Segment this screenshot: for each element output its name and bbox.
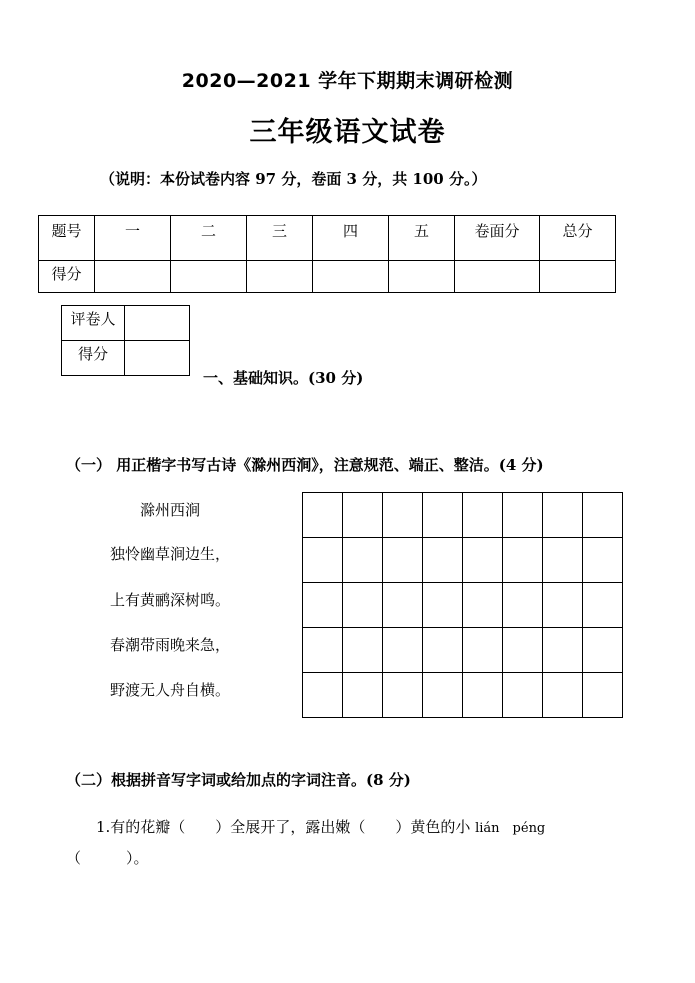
- grid-cell[interactable]: [343, 628, 383, 673]
- grid-cell[interactable]: [503, 493, 543, 538]
- grid-cell[interactable]: [543, 628, 583, 673]
- grid-cell[interactable]: [343, 673, 383, 718]
- grid-cell[interactable]: [543, 583, 583, 628]
- exam-instructions-note: （说明：本份试卷内容 97 分，卷面 3 分，共 100 分。）: [100, 170, 487, 188]
- writing-grid: [302, 492, 623, 718]
- score-header-cell: 二: [171, 216, 247, 261]
- grid-cell[interactable]: [303, 628, 343, 673]
- grid-cell[interactable]: [463, 583, 503, 628]
- section-1-title: 一、基础知识。(30 分): [203, 369, 364, 387]
- score-cell[interactable]: [95, 261, 171, 293]
- question-1-text: 1.有的花瓣（ ）全展开了，露出嫩（ ）黄色的小: [96, 818, 471, 836]
- grader-label: 评卷人: [62, 306, 125, 341]
- grid-cell[interactable]: [423, 628, 463, 673]
- grid-cell[interactable]: [463, 538, 503, 583]
- grid-cell[interactable]: [503, 628, 543, 673]
- score-cell[interactable]: [247, 261, 313, 293]
- score-table-score-row: [39, 261, 616, 293]
- grader-table: [61, 305, 190, 376]
- score-header-cell: 一: [95, 216, 171, 261]
- question-1-pinyin: lián péng: [475, 821, 546, 836]
- part-2-instruction: （二）根据拼音写字词或给加点的字词注音。(8 分): [66, 771, 411, 789]
- grid-cell[interactable]: [423, 673, 463, 718]
- question-1-answer-blank[interactable]: （ ）。: [66, 849, 149, 867]
- score-header-cell: 卷面分: [455, 216, 540, 261]
- score-cell[interactable]: [455, 261, 540, 293]
- grid-cell[interactable]: [543, 538, 583, 583]
- grid-cell[interactable]: [423, 583, 463, 628]
- poem-line: 上有黄鹂深树鸣。: [109, 591, 230, 609]
- grid-cell[interactable]: [503, 538, 543, 583]
- part-1-instruction: （一） 用正楷字书写古诗《滁州西涧》，注意规范、端正、整洁。(4 分): [66, 456, 544, 474]
- grader-score-label: 得分: [62, 341, 125, 376]
- score-header-cell: 四: [313, 216, 389, 261]
- grid-cell[interactable]: [423, 538, 463, 583]
- score-header-cell: 五: [389, 216, 455, 261]
- grid-cell[interactable]: [303, 583, 343, 628]
- exam-header-title: 2020—2021 学年下期期末调研检测: [181, 70, 514, 92]
- grid-cell[interactable]: [503, 583, 543, 628]
- grid-cell[interactable]: [343, 538, 383, 583]
- score-cell[interactable]: [171, 261, 247, 293]
- poem-line: 独怜幽草涧边生，: [109, 545, 230, 563]
- exam-subject-title: 三年级语文试卷: [249, 117, 446, 148]
- score-table: [38, 215, 616, 293]
- grid-cell[interactable]: [543, 493, 583, 538]
- question-1-line: [96, 816, 545, 837]
- score-header-cell: 总分: [540, 216, 616, 261]
- grid-cell[interactable]: [383, 493, 423, 538]
- grader-name-cell[interactable]: [125, 306, 190, 341]
- grid-cell[interactable]: [383, 538, 423, 583]
- score-header-cell: 三: [247, 216, 313, 261]
- grid-cell[interactable]: [583, 538, 623, 583]
- grid-cell[interactable]: [543, 673, 583, 718]
- grid-cell[interactable]: [463, 628, 503, 673]
- poem-line: 春潮带雨晚来急，: [109, 636, 230, 654]
- grid-cell[interactable]: [583, 493, 623, 538]
- grid-cell[interactable]: [303, 538, 343, 583]
- grid-cell[interactable]: [303, 493, 343, 538]
- grid-cell[interactable]: [343, 493, 383, 538]
- poem-line: 野渡无人舟自横。: [109, 681, 230, 699]
- score-cell[interactable]: [540, 261, 616, 293]
- grid-cell[interactable]: [463, 673, 503, 718]
- grid-cell[interactable]: [303, 673, 343, 718]
- grid-cell[interactable]: [583, 628, 623, 673]
- score-table-header-row: [39, 216, 616, 261]
- score-cell[interactable]: [313, 261, 389, 293]
- grid-cell[interactable]: [583, 673, 623, 718]
- grid-cell[interactable]: [343, 583, 383, 628]
- score-cell[interactable]: [389, 261, 455, 293]
- grid-cell[interactable]: [383, 628, 423, 673]
- score-row-label: 得分: [39, 261, 95, 293]
- grid-cell[interactable]: [423, 493, 463, 538]
- grader-score-cell[interactable]: [125, 341, 190, 376]
- grid-cell[interactable]: [463, 493, 503, 538]
- grid-cell[interactable]: [383, 583, 423, 628]
- grid-cell[interactable]: [583, 583, 623, 628]
- grid-cell[interactable]: [383, 673, 423, 718]
- score-header-cell: 题号: [39, 216, 95, 261]
- grid-cell[interactable]: [503, 673, 543, 718]
- poem-title: 滁州西涧: [139, 501, 200, 519]
